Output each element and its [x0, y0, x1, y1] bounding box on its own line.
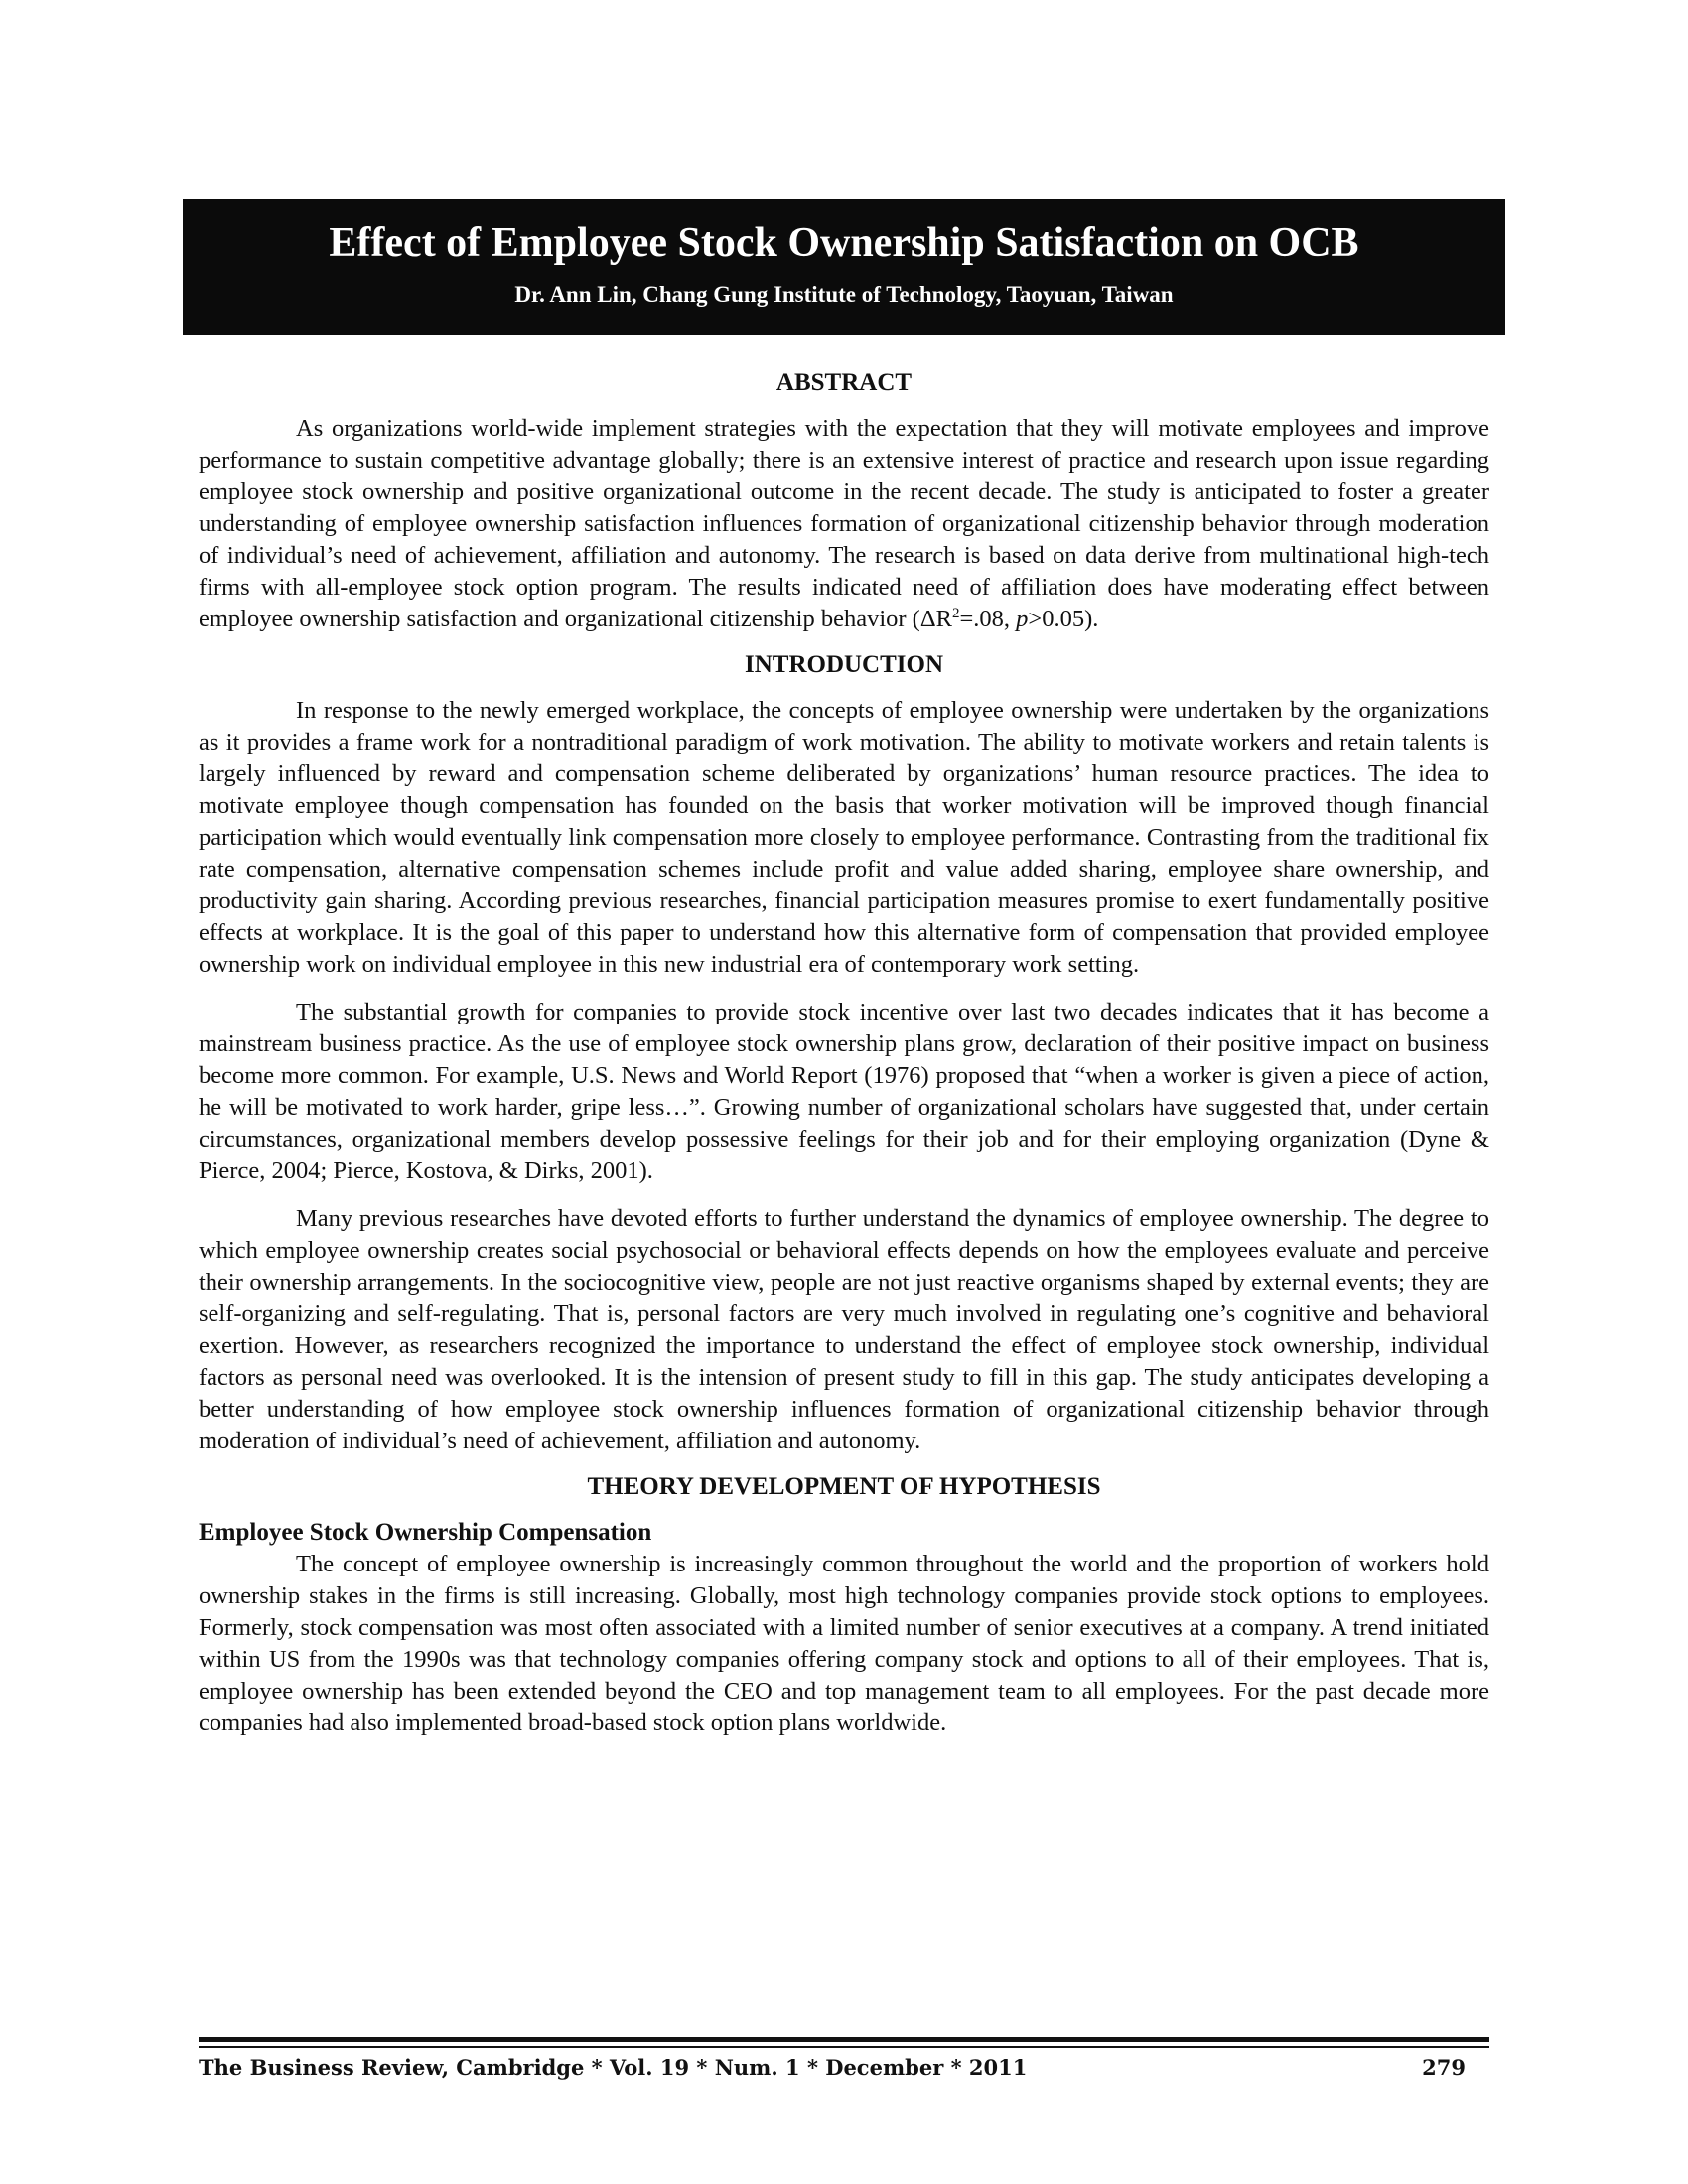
theory-subheading: Employee Stock Ownership Compensation: [199, 1519, 652, 1546]
p-symbol: p: [1016, 606, 1029, 632]
page-footer: [199, 2053, 1489, 2083]
journal-citation: The Business Review, Cambridge * Vol. 19 * Num. 1 * December * 2011: [199, 2055, 1028, 2080]
introduction-paragraph-2: The substantial growth for companies to provide stock incentive over last two decades indicates that it has become a mainstream business practice. As the use of employee stock ownership plans grow, declaration of their positive impact on business become more common. For example, U.S. News and World Report (1976) proposed that “when a worker is given a piece of action, he will be motivated to work harder, gripe less…”. Growing number of organizational scholars have suggested that, under certain circumstances, organizational members develop possessive feelings for their job and for their employing organization (Dyne & Pierce, 2004; Pierce, Kostova, & Dirks, 2001).: [199, 999, 1489, 1184]
paper-title: Effect of Employee Stock Ownership Satisfaction on OCB: [329, 220, 1359, 266]
introduction-heading: INTRODUCTION: [744, 651, 944, 678]
introduction-paragraph-3: Many previous researches have devoted efforts to further understand the dynamics of employee ownership. The degree to which employee ownership creates social psychosocial or behavioral effects depends on how the employees evaluate and perceive their ownership arrangements. In the sociocognitive view, people are not just reactive organisms shaped by external events; they are self-organizing and self-regulating. That is, personal factors are very much involved in regulating one’s cognitive and behavioral exertion. However, as researchers recognized the importance to understand the effect of employee stock ownership, individual factors as personal need was overlooked. It is the intension of present study to fill in this gap. The study anticipates developing a better understanding of how employee stock ownership influences formation of organizational citizenship behavior through moderation of individual’s need of achievement, affiliation and autonomy.: [199, 1205, 1489, 1454]
p-value: >0.05).: [1028, 606, 1099, 632]
abstract-heading: ABSTRACT: [775, 369, 913, 396]
theory-paragraph: The concept of employee ownership is increasingly common throughout the world and the proportion of workers hold ownership stakes in the firms is still increasing. Globally, most high technology companies provide stock options to employees. Formerly, stock compensation was most often associated with a limited number of senior executives at a company. A trend initiated within US from the 1990s was that technology companies offering company stock and options to all of their employees. That is, employee ownership has been extended beyond the CEO and top management team to all employees. For the past decade more companies had also implemented broad-based stock option plans worldwide.: [199, 1551, 1489, 1736]
footer-rule-thin: [199, 2046, 1489, 2048]
stat-value: =.08,: [959, 606, 1017, 632]
page-number: 279: [1422, 2055, 1466, 2080]
title-banner: [183, 199, 1505, 335]
author-affiliation: Dr. Ann Lin, Chang Gung Institute of Technology, Taoyuan, Taiwan: [514, 282, 1174, 307]
theory-heading: THEORY DEVELOPMENT OF HYPOTHESIS: [587, 1473, 1101, 1500]
abstract-paragraph: [199, 413, 1489, 635]
delta-r-symbol: ΔR: [919, 606, 952, 632]
abstract-text: As organizations world-wide implement strategies with the expectation that they will motivate employees and improve performance to sustain competitive advantage globally; there is an extensive interest of practice and research upon issue regarding employee stock ownership and positive organizational outcome in the recent decade. The study is anticipated to foster a greater understanding of employee ownership satisfaction influences formation of organizational citizenship behavior through moderation of individual’s need of achievement, affiliation and autonomy. The research is based on data derive from multinational high-tech firms with all-employee stock option program. The results indicated need of affiliation does have moderating effect between employee ownership satisfaction and organizational citizenship behavior (: [199, 415, 1489, 632]
paper-body: [199, 367, 1489, 1755]
r-squared-superscript: 2: [951, 605, 960, 621]
introduction-paragraph-1: In response to the newly emerged workplace, the concepts of employee ownership were undertaken by the organizations as it provides a frame work for a nontraditional paradigm of work motivation. The ability to motivate workers and retain talents is largely influenced by reward and compensation scheme deliberated by organizations’ human resource practices. The idea to motivate employee though compensation has founded on the basis that worker motivation will be improved though financial participation which would eventually link compensation more closely to employee performance. Contrasting from the traditional fix rate compensation, alternative compensation schemes include profit and value added sharing, employee share ownership, and productivity gain sharing. According previous researches, financial participation measures promise to exert fundamentally positive effects at workplace. It is the goal of this paper to understand how this alternative form of compensation that provided employee ownership work on individual employee in this new industrial era of contemporary work setting.: [199, 697, 1489, 978]
footer-rule-thick: [199, 2037, 1489, 2042]
